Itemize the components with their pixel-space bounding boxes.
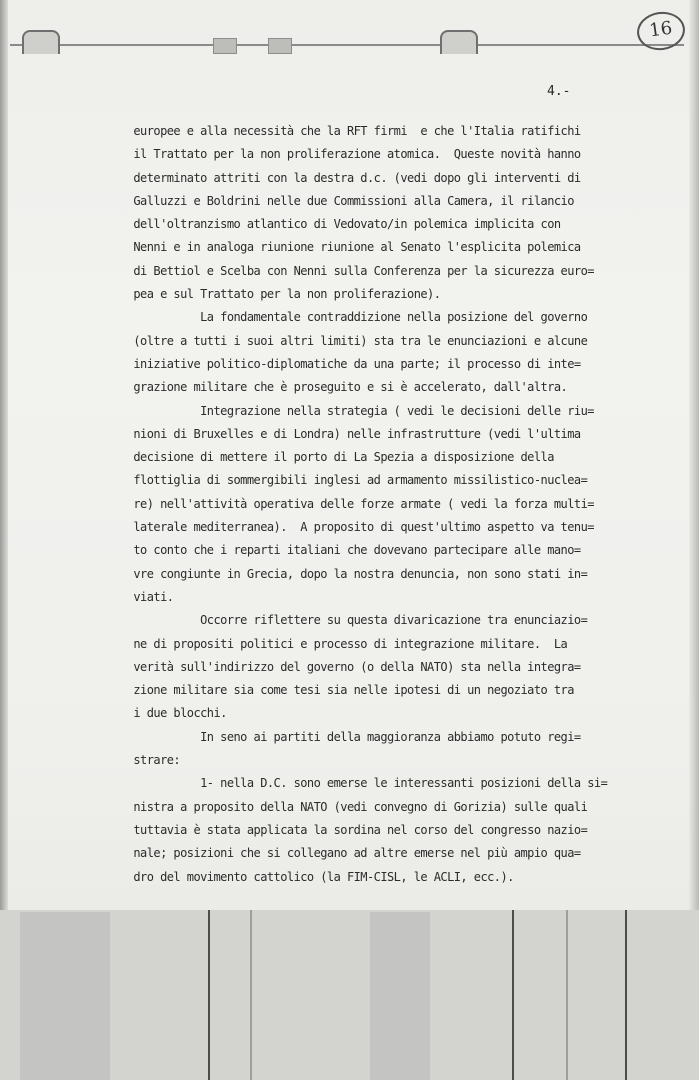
text-line: ne di propositi politici e processo di integrazione militare. La [100, 636, 568, 651]
binder-clip [22, 30, 60, 54]
archive-number: 16 [635, 9, 688, 53]
punch-hole [213, 38, 237, 54]
text-line: verità sull'indirizzo del governo (o della NATO) sta nella integra= [100, 659, 581, 674]
scan-shade [20, 912, 110, 1080]
page-number: 4.- [547, 84, 571, 99]
text-line: Galluzzi e Boldrini nelle due Commissioni alla Camera, il rilancio [100, 193, 574, 208]
text-line: il Trattato per la non proliferazione atomica. Queste novità hanno [100, 147, 581, 162]
scan-stripe [208, 910, 210, 1080]
text-line: i due blocchi. [100, 706, 227, 721]
text-line: Occorre riflettere su questa divaricazione tra enunciazio= [100, 613, 588, 628]
text-line: (oltre a tutti i suoi altri limiti) sta tra le enunciazioni e alcune [100, 333, 588, 348]
punch-hole [268, 38, 292, 54]
text-line: 1- nella D.C. sono emerse le interessanti posizioni della si= [100, 776, 608, 791]
scan-shade [370, 912, 430, 1080]
text-line: nale; posizioni che si collegano ad altre emerse nel più ampio qua= [100, 846, 581, 861]
text-line: grazione militare che è proseguito e si è accelerato, dall'altra. [100, 380, 568, 395]
scan-stripe [625, 910, 627, 1080]
text-line: dell'oltranzismo atlantico di Vedovato/in polemica implicita con [100, 217, 561, 232]
text-line: Nenni e in analoga riunione riunione al Senato l'esplicita polemica [100, 240, 581, 255]
text-line: di Bettiol e Scelba con Nenni sulla Conferenza per la sicurezza euro= [100, 263, 594, 278]
text-line: tuttavia è stata applicata la sordina nel corso del congresso nazio= [100, 822, 588, 837]
text-line: decisione di mettere il porto di La Spezia a disposizione della [100, 450, 554, 465]
scan-stripe [566, 910, 568, 1080]
text-line: viati. [100, 589, 174, 604]
text-line: nioni di Bruxelles e di Londra) nelle infrastrutture (vedi l'ultima [100, 426, 581, 441]
typewritten-body [100, 120, 660, 889]
text-line: Integrazione nella strategia ( vedi le decisioni delle riu= [100, 403, 594, 418]
binder-clip [440, 30, 478, 54]
scan-stripe [250, 910, 252, 1080]
text-line: to conto che i reparti italiani che dovevano partecipare alle mano= [100, 543, 581, 558]
text-line: La fondamentale contraddizione nella posizione del governo [100, 310, 588, 325]
text-line: iniziative politico-diplomatiche da una parte; il processo di inte= [100, 356, 581, 371]
text-line: strare: [100, 753, 181, 768]
text-line: In seno ai partiti della maggioranza abbiamo potuto regi= [100, 729, 581, 744]
scan-stripe [512, 910, 514, 1080]
binder-rule [10, 44, 684, 46]
text-line: laterale mediterranea). A proposito di quest'ultimo aspetto va tenu= [100, 520, 594, 535]
text-line: dro del movimento cattolico (la FIM-CISL, le ACLI, ecc.). [100, 869, 514, 884]
text-line: determinato attriti con la destra d.c. (vedi dopo gli interventi di [100, 170, 581, 185]
text-line: flottiglia di sommergibili inglesi ad armamento missilistico-nuclea= [100, 473, 588, 488]
text-line: re) nell'attività operativa delle forze armate ( vedi la forza multi= [100, 496, 594, 511]
text-line: nistra a proposito della NATO (vedi convegno di Gorizia) sulle quali [100, 799, 588, 814]
text-line: zione militare sia come tesi sia nelle ipotesi di un negoziato tra [100, 683, 574, 698]
text-line: europee e alla necessità che la RFT firmi e che l'Italia ratifichi [100, 124, 581, 138]
text-line: vre congiunte in Grecia, dopo la nostra denuncia, non sono stati in= [100, 566, 588, 581]
text-line: pea e sul Trattato per la non proliferazione). [100, 287, 441, 302]
